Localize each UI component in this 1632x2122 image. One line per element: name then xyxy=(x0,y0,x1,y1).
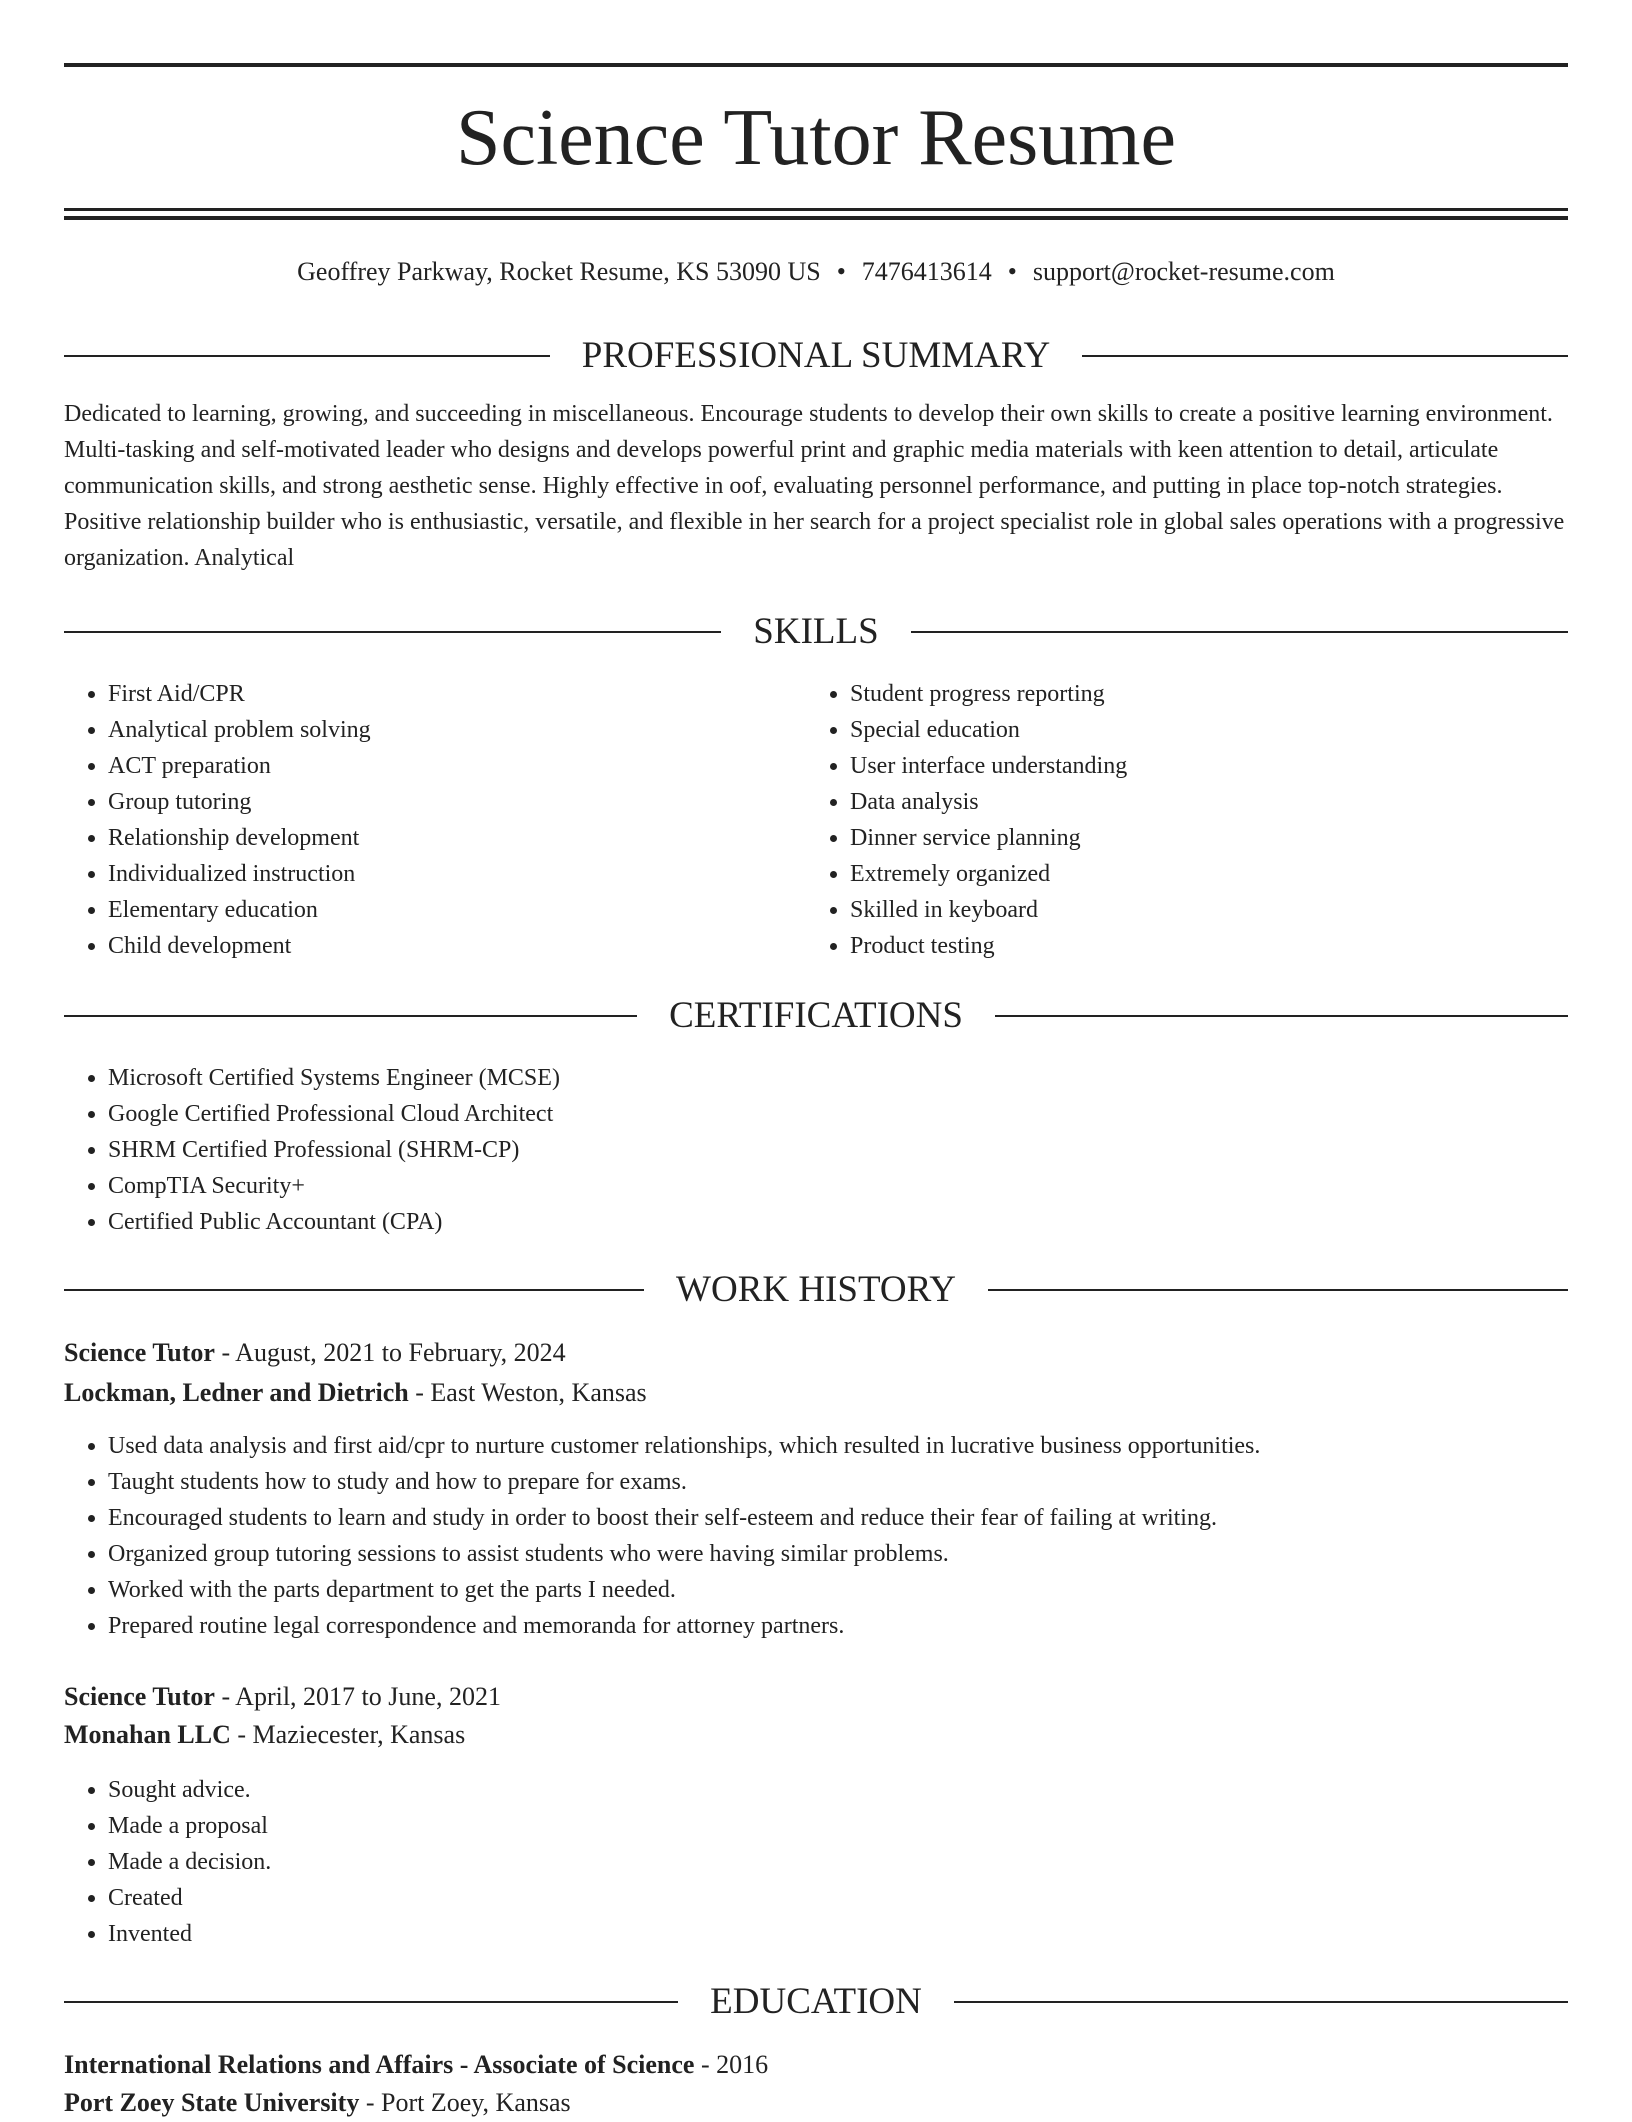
list-item: • Student progress reporting xyxy=(850,676,1550,712)
education-degree: International Relations and Affairs - Associate of Science xyxy=(64,2050,695,2079)
list-item: • ACT preparation xyxy=(108,748,808,784)
job-1-bullets xyxy=(64,1428,1608,1644)
contact-line xyxy=(64,254,1568,290)
job-employer: Lockman, Ledner and Dietrich xyxy=(64,1378,409,1407)
summary-text: Dedicated to learning, growing, and succeeding in miscellaneous. Encourage students to develop their own skills to create a positive learning environment. Multi-tasking and self-motivated leader who designs and develops powerful print and graphic media materials with keen attention to detail, articulate communication skills, and strong aesthetic sense. Highly effective in oof, evaluating personnel performance, and putting in place top-notch strategies. Positive relationship builder who is enthusiastic, versatile, and flexible in her search for a project specialist role in global sales operations with a progressive organization. Analytical xyxy=(64,401,1565,571)
certifications-list xyxy=(64,1060,1508,1240)
job-1-employer-line xyxy=(64,1374,647,1412)
list-item: • Created xyxy=(108,1880,1608,1916)
list-item: • Invented xyxy=(108,1916,1608,1952)
section-heading-work-history xyxy=(64,1268,1568,1312)
list-item: • Used data analysis and first aid/cpr to nurture customer relationships, which resulted in lucrative business opportunities. xyxy=(108,1428,1608,1464)
list-item: • Analytical problem solving xyxy=(108,712,808,748)
list-item: • Made a proposal xyxy=(108,1808,1608,1844)
job-employer: Monahan LLC xyxy=(64,1720,231,1749)
list-item: • Encouraged students to learn and study in order to boost their self-esteem and reduce their fear of failing at writing. xyxy=(108,1500,1608,1536)
contact-separator: • xyxy=(1007,257,1017,286)
list-item: • CompTIA Security+ xyxy=(108,1168,1508,1204)
section-heading-work-history-label: WORK HISTORY xyxy=(676,1269,956,1310)
list-item: • SHRM Certified Professional (SHRM-CP) xyxy=(108,1132,1508,1168)
job-title: Science Tutor xyxy=(64,1338,215,1367)
job-title: Science Tutor xyxy=(64,1682,215,1711)
contact-phone: 7476413614 xyxy=(861,257,992,286)
list-item: • Dinner service planning xyxy=(850,820,1550,856)
job-location: - Maziecester, Kansas xyxy=(237,1720,466,1749)
list-item: • User interface understanding xyxy=(850,748,1550,784)
section-heading-certifications xyxy=(64,994,1568,1038)
job-dates: - August, 2021 to February, 2024 xyxy=(221,1338,566,1367)
list-item: • Taught students how to study and how to prepare for exams. xyxy=(108,1464,1608,1500)
job-2-employer-line xyxy=(64,1716,465,1754)
job-dates: - April, 2017 to June, 2021 xyxy=(221,1682,501,1711)
section-heading-summary-label: PROFESSIONAL SUMMARY xyxy=(581,335,1051,376)
education-year: - 2016 xyxy=(700,2050,769,2079)
contact-separator: • xyxy=(836,257,846,286)
section-heading-certifications-label: CERTIFICATIONS xyxy=(669,995,963,1036)
contact-email: support@rocket-resume.com xyxy=(1032,257,1335,286)
section-heading-skills-label: SKILLS xyxy=(753,611,879,652)
list-item: • Prepared routine legal correspondence and memoranda for attorney partners. xyxy=(108,1608,1608,1644)
list-item: • Child development xyxy=(108,928,808,964)
list-item: • Group tutoring xyxy=(108,784,808,820)
page-title: Science Tutor Resume xyxy=(456,94,1176,182)
section-heading-skills xyxy=(64,610,1568,654)
section-heading-summary xyxy=(64,334,1568,378)
list-item: • Elementary education xyxy=(108,892,808,928)
list-item: • Microsoft Certified Systems Engineer (MCSE) xyxy=(108,1060,1508,1096)
list-item: • Made a decision. xyxy=(108,1844,1608,1880)
list-item: • Relationship development xyxy=(108,820,808,856)
top-rule xyxy=(64,63,1568,67)
education-location: - Port Zoey, Kansas xyxy=(365,2088,571,2117)
list-item: • Product testing xyxy=(850,928,1550,964)
list-item: • Data analysis xyxy=(850,784,1550,820)
list-item: • Google Certified Professional Cloud Architect xyxy=(108,1096,1508,1132)
job-location: - East Weston, Kansas xyxy=(415,1378,647,1407)
list-item: • Skilled in keyboard xyxy=(850,892,1550,928)
education-school-line xyxy=(64,2084,571,2122)
contact-address: Geoffrey Parkway, Rocket Resume, KS 53090 US xyxy=(297,257,821,286)
list-item: • Sought advice. xyxy=(108,1772,1608,1808)
education-school: Port Zoey State University xyxy=(64,2088,360,2117)
list-item: • Worked with the parts department to get the parts I needed. xyxy=(108,1572,1608,1608)
skills-list-left xyxy=(64,676,808,964)
education-degree-line xyxy=(64,2046,768,2084)
section-heading-education xyxy=(64,1980,1568,2024)
title-double-rule xyxy=(64,208,1568,220)
list-item: • Organized group tutoring sessions to assist students who were having similar problems. xyxy=(108,1536,1608,1572)
job-2-bullets xyxy=(64,1772,1608,1952)
list-item: • First Aid/CPR xyxy=(108,676,808,712)
job-2-title-line xyxy=(64,1678,501,1716)
list-item: • Certified Public Accountant (CPA) xyxy=(108,1204,1508,1240)
job-1-title-line xyxy=(64,1334,566,1372)
list-item: • Special education xyxy=(850,712,1550,748)
list-item: • Extremely organized xyxy=(850,856,1550,892)
skills-list-right xyxy=(806,676,1550,964)
section-heading-education-label: EDUCATION xyxy=(710,1981,922,2022)
list-item: • Individualized instruction xyxy=(108,856,808,892)
